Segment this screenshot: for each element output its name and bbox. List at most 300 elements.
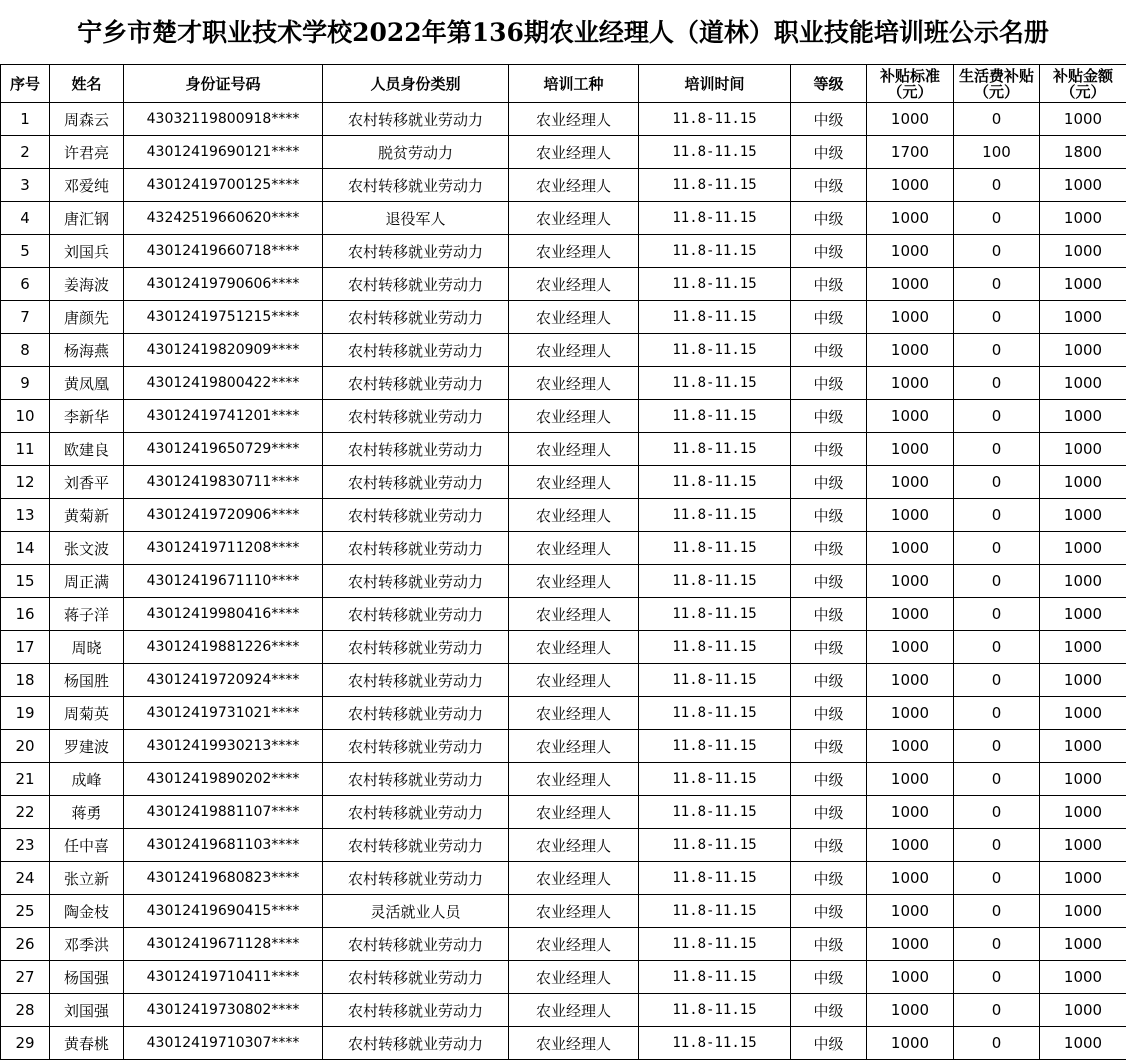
table-row [1, 136, 1126, 169]
cell-level: 中级 [791, 631, 867, 664]
cell-living-subsidy: 0 [954, 466, 1040, 499]
table-row [1, 334, 1126, 367]
cell-subsidy-standard: 1000 [867, 532, 954, 565]
cell-living-subsidy: 0 [954, 532, 1040, 565]
cell-level: 中级 [791, 268, 867, 301]
cell-id-number: 43012419690415**** [124, 895, 323, 928]
cell-index: 7 [1, 301, 50, 334]
cell-subsidy-standard: 1000 [867, 499, 954, 532]
cell-level: 中级 [791, 367, 867, 400]
col-header-level: 等级 [791, 65, 867, 103]
cell-subsidy-standard: 1000 [867, 763, 954, 796]
cell-category: 农村转移就业劳动力 [323, 1027, 509, 1060]
cell-index: 24 [1, 862, 50, 895]
cell-name: 刘香平 [50, 466, 124, 499]
cell-id-number: 43012419680823**** [124, 862, 323, 895]
cell-level: 中级 [791, 532, 867, 565]
cell-trade: 农业经理人 [509, 400, 639, 433]
cell-level: 中级 [791, 994, 867, 1027]
cell-name: 李新华 [50, 400, 124, 433]
cell-subsidy-amount: 1000 [1040, 301, 1126, 334]
cell-subsidy-standard: 1000 [867, 334, 954, 367]
cell-trade: 农业经理人 [509, 103, 639, 136]
cell-name: 许君亮 [50, 136, 124, 169]
cell-category: 退役军人 [323, 202, 509, 235]
cell-id-number: 43012419671128**** [124, 928, 323, 961]
cell-subsidy-amount: 1000 [1040, 103, 1126, 136]
table-row [1, 928, 1126, 961]
cell-period: 11.8-11.15 [639, 334, 791, 367]
cell-level: 中级 [791, 466, 867, 499]
cell-category: 农村转移就业劳动力 [323, 268, 509, 301]
cell-name: 邓爱纯 [50, 169, 124, 202]
cell-subsidy-standard: 1000 [867, 697, 954, 730]
cell-period: 11.8-11.15 [639, 235, 791, 268]
cell-level: 中级 [791, 730, 867, 763]
cell-id-number: 43012419830711**** [124, 466, 323, 499]
cell-subsidy-amount: 1000 [1040, 697, 1126, 730]
cell-subsidy-standard: 1000 [867, 994, 954, 1027]
cell-period: 11.8-11.15 [639, 367, 791, 400]
cell-subsidy-amount: 1000 [1040, 202, 1126, 235]
cell-trade: 农业经理人 [509, 1027, 639, 1060]
table-header [1, 65, 1126, 103]
cell-subsidy-standard: 1000 [867, 301, 954, 334]
cell-subsidy-amount: 1000 [1040, 796, 1126, 829]
cell-subsidy-standard: 1000 [867, 829, 954, 862]
cell-name: 杨国强 [50, 961, 124, 994]
cell-level: 中级 [791, 961, 867, 994]
cell-category: 农村转移就业劳动力 [323, 235, 509, 268]
cell-trade: 农业经理人 [509, 994, 639, 1027]
cell-category: 农村转移就业劳动力 [323, 928, 509, 961]
cell-living-subsidy: 0 [954, 301, 1040, 334]
cell-subsidy-amount: 1800 [1040, 136, 1126, 169]
cell-subsidy-amount: 1000 [1040, 994, 1126, 1027]
cell-name: 唐汇钢 [50, 202, 124, 235]
cell-index: 13 [1, 499, 50, 532]
cell-subsidy-standard: 1000 [867, 433, 954, 466]
cell-period: 11.8-11.15 [639, 697, 791, 730]
cell-trade: 农业经理人 [509, 499, 639, 532]
cell-category: 农村转移就业劳动力 [323, 301, 509, 334]
cell-subsidy-standard: 1000 [867, 103, 954, 136]
cell-index: 19 [1, 697, 50, 730]
cell-id-number: 43012419741201**** [124, 400, 323, 433]
cell-level: 中级 [791, 796, 867, 829]
cell-subsidy-standard: 1000 [867, 400, 954, 433]
cell-category: 灵活就业人员 [323, 895, 509, 928]
cell-subsidy-standard: 1000 [867, 730, 954, 763]
cell-index: 6 [1, 268, 50, 301]
cell-id-number: 43012419711208**** [124, 532, 323, 565]
cell-trade: 农业经理人 [509, 862, 639, 895]
cell-period: 11.8-11.15 [639, 796, 791, 829]
cell-period: 11.8-11.15 [639, 466, 791, 499]
col-header-living-subsidy: 生活费补贴（元） [954, 65, 1040, 103]
cell-period: 11.8-11.15 [639, 763, 791, 796]
cell-period: 11.8-11.15 [639, 730, 791, 763]
cell-period: 11.8-11.15 [639, 499, 791, 532]
cell-living-subsidy: 0 [954, 268, 1040, 301]
cell-name: 黄春桃 [50, 1027, 124, 1060]
cell-index: 22 [1, 796, 50, 829]
cell-id-number: 43032119800918**** [124, 103, 323, 136]
page-title: 宁乡市楚才职业技术学校2022年第136期农业经理人（道林）职业技能培训班公示名册 [77, 18, 1049, 47]
cell-living-subsidy: 0 [954, 169, 1040, 202]
cell-name: 陶金枝 [50, 895, 124, 928]
cell-level: 中级 [791, 334, 867, 367]
cell-subsidy-amount: 1000 [1040, 730, 1126, 763]
col-header-subsidy-standard: 补贴标准（元） [867, 65, 954, 103]
cell-name: 周森云 [50, 103, 124, 136]
cell-name: 黄凤凰 [50, 367, 124, 400]
cell-subsidy-amount: 1000 [1040, 631, 1126, 664]
cell-name: 周正满 [50, 565, 124, 598]
cell-index: 9 [1, 367, 50, 400]
cell-trade: 农业经理人 [509, 301, 639, 334]
cell-trade: 农业经理人 [509, 763, 639, 796]
cell-trade: 农业经理人 [509, 598, 639, 631]
cell-id-number: 43012419700125**** [124, 169, 323, 202]
cell-name: 蒋勇 [50, 796, 124, 829]
cell-id-number: 43012419881226**** [124, 631, 323, 664]
cell-category: 农村转移就业劳动力 [323, 466, 509, 499]
cell-period: 11.8-11.15 [639, 103, 791, 136]
cell-subsidy-amount: 1000 [1040, 763, 1126, 796]
table-row [1, 400, 1126, 433]
cell-id-number: 43012419820909**** [124, 334, 323, 367]
col-header-subsidy-amount: 补贴金额（元） [1040, 65, 1126, 103]
cell-id-number: 43012419720906**** [124, 499, 323, 532]
cell-period: 11.8-11.15 [639, 433, 791, 466]
cell-level: 中级 [791, 301, 867, 334]
table-row [1, 103, 1126, 136]
cell-period: 11.8-11.15 [639, 961, 791, 994]
table-row [1, 367, 1126, 400]
cell-living-subsidy: 0 [954, 697, 1040, 730]
cell-level: 中级 [791, 1027, 867, 1060]
cell-index: 21 [1, 763, 50, 796]
cell-id-number: 43012419751215**** [124, 301, 323, 334]
cell-index: 4 [1, 202, 50, 235]
table-row [1, 763, 1126, 796]
cell-period: 11.8-11.15 [639, 301, 791, 334]
cell-category: 农村转移就业劳动力 [323, 961, 509, 994]
cell-id-number: 43012419930213**** [124, 730, 323, 763]
cell-subsidy-amount: 1000 [1040, 433, 1126, 466]
cell-period: 11.8-11.15 [639, 631, 791, 664]
cell-trade: 农业经理人 [509, 961, 639, 994]
cell-category: 农村转移就业劳动力 [323, 532, 509, 565]
cell-category: 脱贫劳动力 [323, 136, 509, 169]
table-row [1, 532, 1126, 565]
cell-level: 中级 [791, 862, 867, 895]
cell-name: 周菊英 [50, 697, 124, 730]
cell-trade: 农业经理人 [509, 928, 639, 961]
cell-subsidy-standard: 1000 [867, 664, 954, 697]
table-row [1, 433, 1126, 466]
cell-living-subsidy: 0 [954, 598, 1040, 631]
cell-subsidy-standard: 1000 [867, 631, 954, 664]
table-row [1, 796, 1126, 829]
cell-living-subsidy: 0 [954, 862, 1040, 895]
cell-category: 农村转移就业劳动力 [323, 862, 509, 895]
cell-name: 成峰 [50, 763, 124, 796]
cell-index: 5 [1, 235, 50, 268]
cell-name: 周晓 [50, 631, 124, 664]
cell-index: 28 [1, 994, 50, 1027]
table-row [1, 829, 1126, 862]
cell-name: 刘国兵 [50, 235, 124, 268]
cell-living-subsidy: 0 [954, 664, 1040, 697]
cell-id-number: 43012419671110**** [124, 565, 323, 598]
cell-index: 27 [1, 961, 50, 994]
cell-id-number: 43012419790606**** [124, 268, 323, 301]
col-header-category: 人员身份类别 [323, 65, 509, 103]
cell-living-subsidy: 0 [954, 895, 1040, 928]
cell-level: 中级 [791, 928, 867, 961]
cell-subsidy-standard: 1000 [867, 598, 954, 631]
cell-index: 11 [1, 433, 50, 466]
cell-level: 中级 [791, 598, 867, 631]
cell-level: 中级 [791, 103, 867, 136]
table-row [1, 235, 1126, 268]
cell-period: 11.8-11.15 [639, 202, 791, 235]
cell-id-number: 43012419690121**** [124, 136, 323, 169]
cell-subsidy-amount: 1000 [1040, 565, 1126, 598]
cell-trade: 农业经理人 [509, 664, 639, 697]
cell-living-subsidy: 100 [954, 136, 1040, 169]
cell-name: 欧建良 [50, 433, 124, 466]
cell-category: 农村转移就业劳动力 [323, 664, 509, 697]
cell-subsidy-standard: 1000 [867, 796, 954, 829]
cell-living-subsidy: 0 [954, 796, 1040, 829]
table-row [1, 994, 1126, 1027]
cell-id-number: 43012419650729**** [124, 433, 323, 466]
table-row [1, 631, 1126, 664]
cell-level: 中级 [791, 433, 867, 466]
header-row [1, 65, 1126, 103]
cell-id-number: 43012419710411**** [124, 961, 323, 994]
cell-period: 11.8-11.15 [639, 829, 791, 862]
cell-subsidy-standard: 1000 [867, 895, 954, 928]
cell-subsidy-standard: 1000 [867, 466, 954, 499]
cell-period: 11.8-11.15 [639, 532, 791, 565]
cell-category: 农村转移就业劳动力 [323, 103, 509, 136]
cell-subsidy-standard: 1000 [867, 961, 954, 994]
cell-level: 中级 [791, 697, 867, 730]
cell-id-number: 43012419730802**** [124, 994, 323, 1027]
cell-category: 农村转移就业劳动力 [323, 565, 509, 598]
cell-index: 14 [1, 532, 50, 565]
cell-subsidy-amount: 1000 [1040, 466, 1126, 499]
table-row [1, 565, 1126, 598]
cell-name: 邓季洪 [50, 928, 124, 961]
cell-living-subsidy: 0 [954, 202, 1040, 235]
cell-name: 刘国强 [50, 994, 124, 1027]
cell-index: 25 [1, 895, 50, 928]
cell-level: 中级 [791, 400, 867, 433]
cell-index: 2 [1, 136, 50, 169]
cell-level: 中级 [791, 136, 867, 169]
cell-trade: 农业经理人 [509, 169, 639, 202]
cell-category: 农村转移就业劳动力 [323, 796, 509, 829]
cell-category: 农村转移就业劳动力 [323, 631, 509, 664]
cell-index: 12 [1, 466, 50, 499]
cell-index: 20 [1, 730, 50, 763]
cell-name: 张文波 [50, 532, 124, 565]
cell-living-subsidy: 0 [954, 565, 1040, 598]
cell-subsidy-amount: 1000 [1040, 829, 1126, 862]
cell-id-number: 43012419731021**** [124, 697, 323, 730]
cell-subsidy-standard: 1000 [867, 565, 954, 598]
cell-category: 农村转移就业劳动力 [323, 499, 509, 532]
table-row [1, 499, 1126, 532]
cell-name: 张立新 [50, 862, 124, 895]
cell-trade: 农业经理人 [509, 334, 639, 367]
cell-category: 农村转移就业劳动力 [323, 334, 509, 367]
cell-trade: 农业经理人 [509, 235, 639, 268]
table-row [1, 466, 1126, 499]
cell-id-number: 43012419660718**** [124, 235, 323, 268]
cell-subsidy-amount: 1000 [1040, 334, 1126, 367]
table-row [1, 697, 1126, 730]
cell-period: 11.8-11.15 [639, 565, 791, 598]
roster-table [0, 64, 1126, 1060]
cell-living-subsidy: 0 [954, 400, 1040, 433]
cell-trade: 农业经理人 [509, 268, 639, 301]
cell-living-subsidy: 0 [954, 334, 1040, 367]
cell-category: 农村转移就业劳动力 [323, 433, 509, 466]
cell-level: 中级 [791, 235, 867, 268]
cell-trade: 农业经理人 [509, 433, 639, 466]
cell-trade: 农业经理人 [509, 466, 639, 499]
cell-subsidy-standard: 1700 [867, 136, 954, 169]
cell-living-subsidy: 0 [954, 367, 1040, 400]
cell-subsidy-standard: 1000 [867, 202, 954, 235]
cell-living-subsidy: 0 [954, 1027, 1040, 1060]
cell-period: 11.8-11.15 [639, 928, 791, 961]
col-header-id-number: 身份证号码 [124, 65, 323, 103]
cell-subsidy-standard: 1000 [867, 862, 954, 895]
table-row [1, 301, 1126, 334]
cell-period: 11.8-11.15 [639, 862, 791, 895]
cell-trade: 农业经理人 [509, 730, 639, 763]
cell-trade: 农业经理人 [509, 565, 639, 598]
cell-trade: 农业经理人 [509, 697, 639, 730]
cell-category: 农村转移就业劳动力 [323, 169, 509, 202]
cell-trade: 农业经理人 [509, 796, 639, 829]
table-row [1, 961, 1126, 994]
table-row [1, 730, 1126, 763]
cell-period: 11.8-11.15 [639, 268, 791, 301]
cell-id-number: 43012419980416**** [124, 598, 323, 631]
table-row [1, 1027, 1126, 1060]
cell-subsidy-amount: 1000 [1040, 367, 1126, 400]
cell-index: 16 [1, 598, 50, 631]
cell-subsidy-standard: 1000 [867, 169, 954, 202]
cell-id-number: 43012419681103**** [124, 829, 323, 862]
cell-id-number: 43242519660620**** [124, 202, 323, 235]
cell-subsidy-amount: 1000 [1040, 961, 1126, 994]
cell-index: 18 [1, 664, 50, 697]
table-row [1, 268, 1126, 301]
cell-name: 蒋子洋 [50, 598, 124, 631]
cell-id-number: 43012419881107**** [124, 796, 323, 829]
cell-subsidy-amount: 1000 [1040, 235, 1126, 268]
cell-trade: 农业经理人 [509, 202, 639, 235]
col-header-trade: 培训工种 [509, 65, 639, 103]
cell-index: 10 [1, 400, 50, 433]
cell-trade: 农业经理人 [509, 829, 639, 862]
cell-category: 农村转移就业劳动力 [323, 367, 509, 400]
cell-living-subsidy: 0 [954, 928, 1040, 961]
table-row [1, 895, 1126, 928]
cell-index: 1 [1, 103, 50, 136]
col-header-index: 序号 [1, 65, 50, 103]
table-row [1, 598, 1126, 631]
cell-subsidy-amount: 1000 [1040, 532, 1126, 565]
cell-category: 农村转移就业劳动力 [323, 730, 509, 763]
cell-id-number: 43012419800422**** [124, 367, 323, 400]
cell-level: 中级 [791, 763, 867, 796]
cell-subsidy-standard: 1000 [867, 367, 954, 400]
cell-index: 17 [1, 631, 50, 664]
cell-trade: 农业经理人 [509, 136, 639, 169]
cell-subsidy-amount: 1000 [1040, 598, 1126, 631]
cell-subsidy-amount: 1000 [1040, 1027, 1126, 1060]
cell-level: 中级 [791, 169, 867, 202]
cell-subsidy-standard: 1000 [867, 1027, 954, 1060]
cell-living-subsidy: 0 [954, 961, 1040, 994]
cell-category: 农村转移就业劳动力 [323, 829, 509, 862]
cell-period: 11.8-11.15 [639, 598, 791, 631]
cell-trade: 农业经理人 [509, 631, 639, 664]
cell-index: 15 [1, 565, 50, 598]
cell-index: 8 [1, 334, 50, 367]
cell-period: 11.8-11.15 [639, 895, 791, 928]
cell-name: 姜海波 [50, 268, 124, 301]
cell-living-subsidy: 0 [954, 631, 1040, 664]
cell-period: 11.8-11.15 [639, 400, 791, 433]
cell-living-subsidy: 0 [954, 829, 1040, 862]
cell-category: 农村转移就业劳动力 [323, 400, 509, 433]
cell-level: 中级 [791, 895, 867, 928]
cell-name: 任中喜 [50, 829, 124, 862]
cell-category: 农村转移就业劳动力 [323, 763, 509, 796]
cell-level: 中级 [791, 565, 867, 598]
cell-subsidy-amount: 1000 [1040, 928, 1126, 961]
cell-trade: 农业经理人 [509, 367, 639, 400]
cell-subsidy-amount: 1000 [1040, 862, 1126, 895]
table-row [1, 202, 1126, 235]
cell-subsidy-amount: 1000 [1040, 499, 1126, 532]
cell-level: 中级 [791, 499, 867, 532]
cell-category: 农村转移就业劳动力 [323, 697, 509, 730]
cell-name: 罗建波 [50, 730, 124, 763]
cell-category: 农村转移就业劳动力 [323, 994, 509, 1027]
cell-id-number: 43012419890202**** [124, 763, 323, 796]
cell-subsidy-amount: 1000 [1040, 895, 1126, 928]
cell-level: 中级 [791, 664, 867, 697]
cell-index: 3 [1, 169, 50, 202]
cell-subsidy-standard: 1000 [867, 268, 954, 301]
cell-subsidy-amount: 1000 [1040, 268, 1126, 301]
table-row [1, 169, 1126, 202]
cell-period: 11.8-11.15 [639, 664, 791, 697]
cell-trade: 农业经理人 [509, 532, 639, 565]
